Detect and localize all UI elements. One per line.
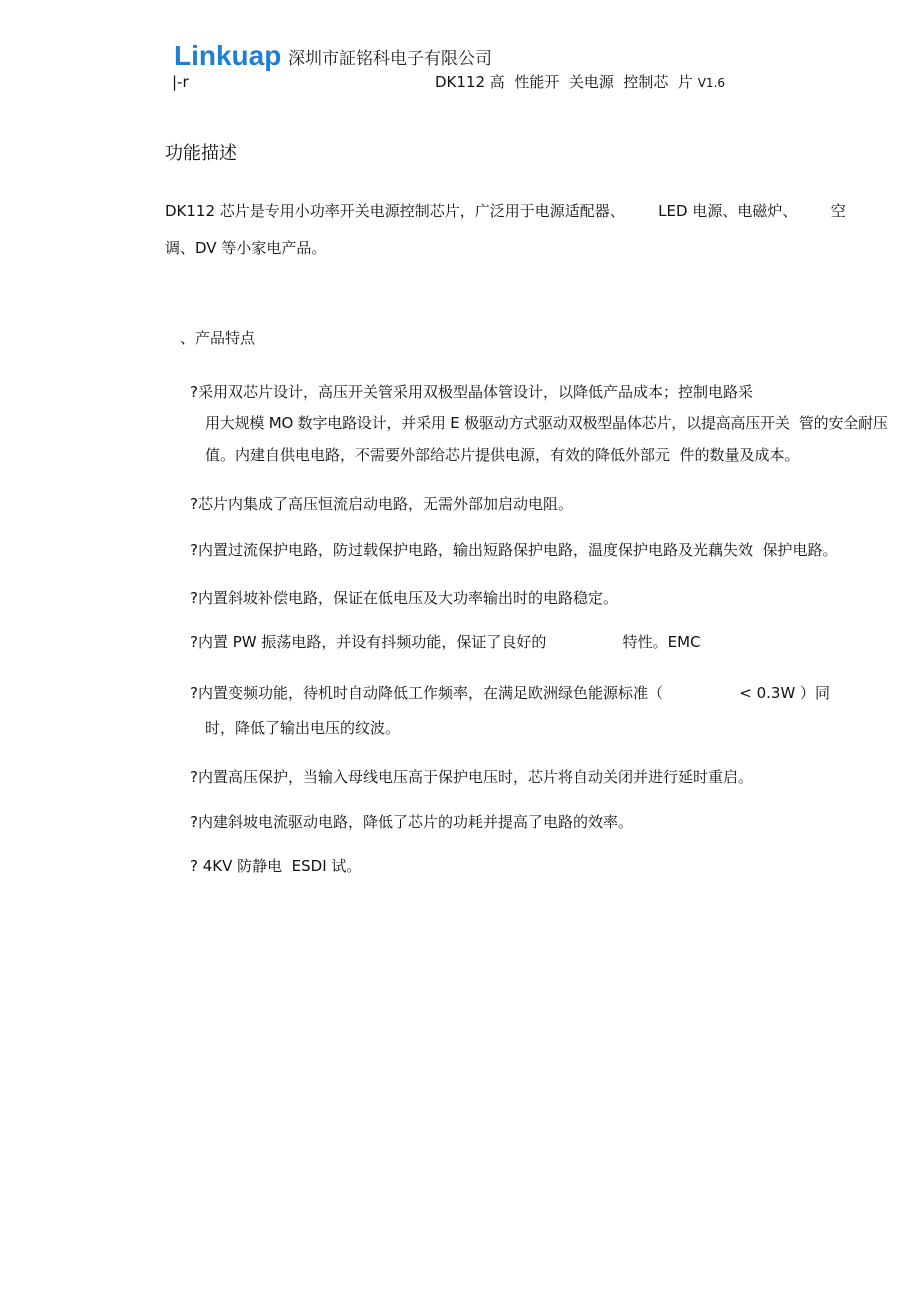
feature-line: 用大规模 MO 数字电路设计，并采用 E 极驱动方式驱动双极型晶体芯片，以提高高压开关 管的安全耐压 (205, 414, 888, 432)
feature-line: ?内建斜坡电流驱动电路，降低了芯片的功耗并提高了电路的效率。 (190, 813, 633, 831)
header-left-mark: |-r (172, 73, 189, 91)
feature-line: ?内置变频功能，待机时自动降低工作频率，在满足欧洲绿色能源标准（ < 0.3W ）同 (190, 684, 831, 702)
feature-line: ?内置高压保护，当输入母线电压高于保护电压时，芯片将自动关闭并进行延时重启。 (190, 768, 753, 786)
feature-line: ? 4KV 防静电 ESDI 试。 (190, 857, 362, 875)
company-name: 深圳市証铭科电子有限公司 (288, 49, 492, 69)
feature-line: ?内置 PW 振荡电路，并设有抖频功能，保证了良好的 特性。EMC (190, 633, 701, 651)
feature-line: 时，降低了输出电压的纹波。 (205, 719, 401, 737)
doc-title (435, 72, 725, 93)
feature-line: ?采用双芯片设计，高压开关管采用双极型晶体管设计，以降低产品成本；控制电路采 (190, 383, 753, 401)
doc-title-text: DK112 高 性能开 关电源 控制芯 片 (435, 73, 693, 91)
paragraph-line: DK112 芯片是专用小功率开关电源控制芯片，广泛用于电源适配器、 LED 电源、电磁炉、 空 (165, 202, 846, 220)
company-logo: Linkuap (174, 40, 282, 71)
feature-line: ?内置斜坡补偿电路，保证在低电压及大功率输出时的电路稳定。 (190, 589, 618, 607)
feature-line: ?芯片内集成了高压恒流启动电路，无需外部加启动电阻。 (190, 495, 573, 513)
section-heading-function: 功能描述 (165, 143, 237, 164)
feature-line: 值。内建自供电电路，不需要外部给芯片提供电源，有效的降低外部元 件的数量及成本。 (205, 446, 800, 464)
section-heading-features: 、产品特点 (180, 329, 256, 347)
paragraph-line: 调、DV 等小家电产品。 (165, 239, 327, 257)
doc-version: V1.6 (697, 76, 726, 90)
feature-line: ?内置过流保护电路，防过载保护电路，输出短路保护电路，温度保护电路及光藕失效 保护电路。 (190, 541, 838, 559)
